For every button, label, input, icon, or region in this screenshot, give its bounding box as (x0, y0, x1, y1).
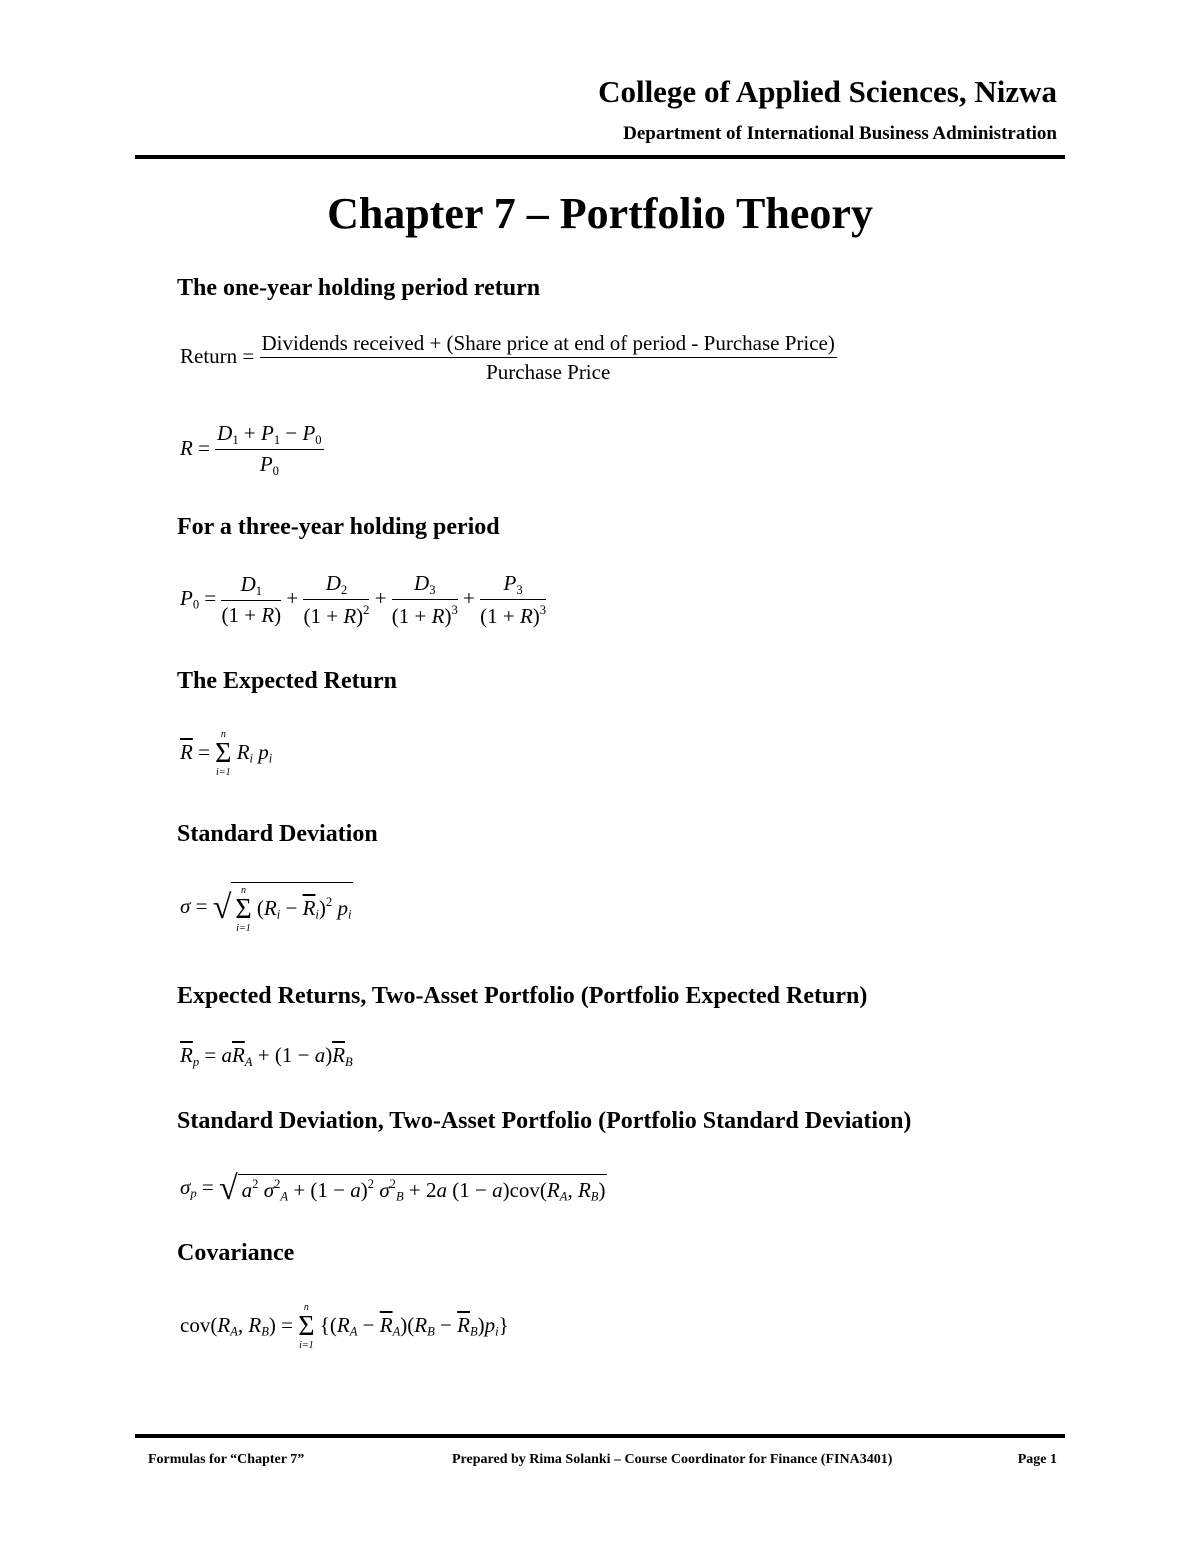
section-expected-return: The Expected Return (177, 668, 397, 694)
section-standard-deviation: Standard Deviation (177, 821, 378, 847)
page-title: Chapter 7 – Portfolio Theory (327, 189, 873, 238)
formula-two-asset-return: $\overline{R}_p = a\overline{R}_A + (1 - a)\overline{R}_B$ (180, 1043, 353, 1069)
section-two-asset-std: Standard Deviation, Two-Asset Portfolio (Portfolio Standard Deviation) (177, 1108, 912, 1134)
footer-left: Formulas for “Chapter 7” (148, 1452, 305, 1467)
college-name: College of Applied Sciences, Nizwa (598, 74, 1057, 109)
footer-rule (135, 1434, 1065, 1438)
department-name: Department of International Business Administration (623, 123, 1057, 144)
section-covariance: Covariance (177, 1240, 295, 1266)
section-one-year-return: The one-year holding period return (177, 275, 541, 301)
formula-three-year-price: $P_0$ = $\frac{D_1}{(1 + R)}$ + $\frac{D_2}{(1 + R)^2}$ + $\frac{D_3}{(1 + R)^3}$ + $\frac{P_3}{(1 + R)^3}$ (180, 571, 547, 629)
formula-covariance: $cov(R_A$, $R_B$) = n Σ i=1 $\{(R_A - \overline{R}_A)(R_B - \overline{R}_B)p_i\}$ (180, 1302, 509, 1351)
formula-return-symbolic: R = $\frac{D_1 + P_1 - P_0}{P_0}$ (180, 421, 322, 479)
formula-return-words: Return = Dividends received + (Share price at end of period - Purchase Price) Purchase Price (180, 331, 835, 384)
footer-page-number: Page 1 (1017, 1452, 1057, 1467)
formula-expected-return: $\overline{R}$ = n Σ i=1 $R_i$ $p_i$ (180, 729, 273, 778)
section-two-asset-return: Expected Returns, Two-Asset Portfolio (Portfolio Expected Return) (177, 983, 868, 1009)
return-numerator: Dividends received + (Share price at end of period - Purchase Price) (260, 333, 837, 358)
return-denominator: Purchase Price (486, 360, 611, 384)
formula-two-asset-std: $\sigma_p$ = √ $a^2$ $\sigma^2_A + (1 - a)^2$ $\sigma^2_B + 2a$ $(1 - a)cov(R_A$, $R_B$) (180, 1170, 606, 1207)
header-rule (135, 155, 1065, 159)
formula-standard-deviation: σ = √ n Σ i=1 $(R_i - \overline{R}_i)^2$ $p_i$ (180, 882, 353, 934)
section-three-year: For a three-year holding period (177, 514, 500, 540)
return-label: Return (180, 343, 238, 368)
footer-center: Prepared by Rima Solanki – Course Coordinator for Finance (FINA3401) (452, 1452, 893, 1467)
